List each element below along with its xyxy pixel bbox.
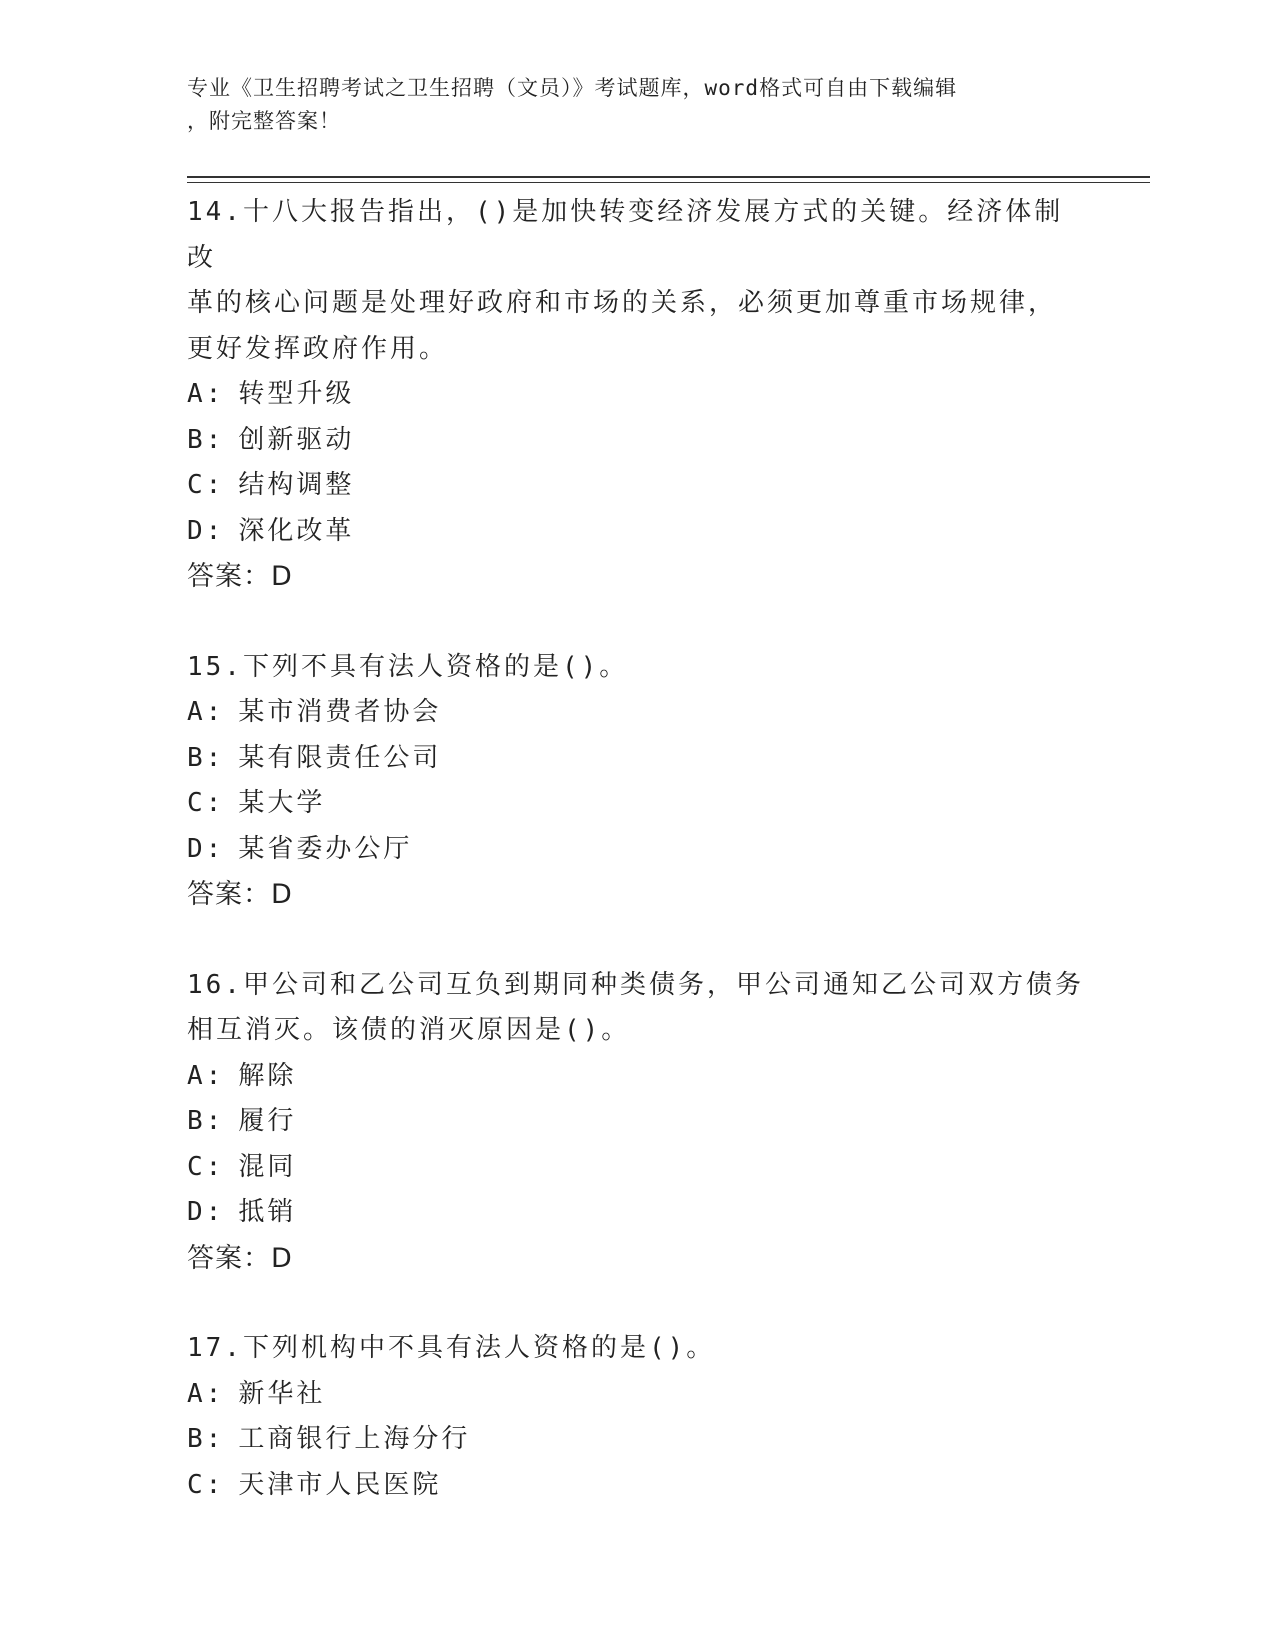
question-text-line: 15.下列不具有法人资格的是()。	[187, 651, 629, 682]
header-line-2: ，附完整答案！	[187, 109, 341, 133]
answer-option	[187, 1190, 1087, 1236]
answer-option	[187, 781, 1087, 827]
question-block	[187, 645, 1087, 918]
option-letter: A:	[187, 1378, 225, 1409]
option-letter: A:	[187, 697, 225, 727]
answer-option	[187, 418, 1087, 464]
option-letter: A:	[187, 379, 225, 409]
option-text: 新华社	[238, 1378, 326, 1409]
option-text: 某有限责任公司	[238, 742, 442, 773]
question-block	[187, 190, 1087, 600]
answer-key: 答案：D	[187, 561, 293, 592]
document-header	[187, 72, 1087, 138]
option-text: 深化改革	[238, 515, 355, 546]
option-text: 混同	[238, 1151, 297, 1182]
answer-option	[187, 1054, 1087, 1100]
option-letter: B:	[187, 1106, 225, 1136]
question-block	[187, 963, 1087, 1282]
option-text: 某大学	[238, 788, 326, 818]
option-letter: B:	[187, 424, 225, 455]
option-text: 创新驱动	[238, 424, 355, 455]
option-letter: B:	[187, 1424, 225, 1454]
question-text-line: 14.十八大报告指出，()是加快转变经济发展方式的关键。经济体制改	[187, 197, 1064, 273]
question-text-line: 17.下列机构中不具有法人资格的是()。	[187, 1333, 716, 1363]
answer-option	[187, 736, 1087, 782]
answer-option	[187, 509, 1087, 555]
option-text: 天津市人民医院	[238, 1469, 442, 1500]
option-letter: C:	[187, 1469, 225, 1500]
option-letter: D:	[187, 1197, 225, 1227]
question-text-line: 更好发挥政府作用。	[187, 333, 449, 364]
answer-option	[187, 463, 1087, 509]
answer-option	[187, 1099, 1087, 1145]
option-text: 解除	[238, 1060, 297, 1091]
question-text-line: 革的核心问题是处理好政府和市场的关系，必须更加尊重市场规律，	[187, 288, 1058, 318]
answer-option	[187, 372, 1087, 418]
answer-option	[187, 1372, 1087, 1418]
header-divider-thin	[187, 182, 1150, 183]
option-text: 结构调整	[238, 470, 355, 500]
answer-option	[187, 827, 1087, 873]
question-list	[187, 190, 1087, 1553]
answer-key: 答案：D	[187, 1242, 293, 1274]
option-text: 抵销	[238, 1197, 297, 1227]
option-letter: C:	[187, 1151, 225, 1182]
option-text: 履行	[238, 1106, 297, 1136]
option-letter: D:	[187, 833, 225, 864]
option-text: 某市消费者协会	[238, 697, 442, 727]
option-text: 工商银行上海分行	[238, 1424, 471, 1454]
answer-option	[187, 1463, 1087, 1509]
option-letter: D:	[187, 515, 225, 546]
option-text: 某省委办公厅	[238, 833, 413, 864]
option-letter: A:	[187, 1060, 225, 1091]
answer-option	[187, 1145, 1087, 1191]
header-divider-thick	[187, 176, 1150, 178]
header-line-1: 专业《卫生招聘考试之卫生招聘（文员）》考试题库，word格式可自由下载编辑	[187, 76, 958, 100]
answer-option	[187, 1417, 1087, 1463]
option-letter: C:	[187, 788, 225, 818]
question-text-line: 相互消灭。该债的消灭原因是()。	[187, 1015, 631, 1045]
option-text: 转型升级	[238, 379, 355, 409]
option-letter: C:	[187, 470, 225, 500]
option-letter: B:	[187, 742, 225, 773]
question-text-line: 16.甲公司和乙公司互负到期同种类债务，甲公司通知乙公司双方债务	[187, 969, 1084, 1000]
answer-key: 答案：D	[187, 879, 293, 910]
question-block	[187, 1326, 1087, 1508]
answer-option	[187, 690, 1087, 736]
